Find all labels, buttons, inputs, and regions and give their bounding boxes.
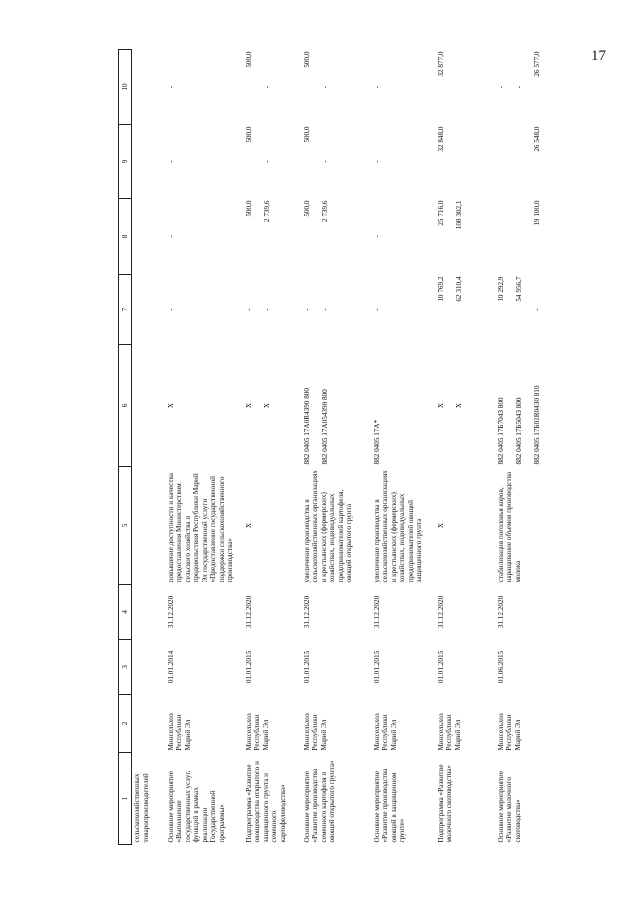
cell-value: 2 739,6: [320, 200, 329, 223]
budget-code-cell: [244, 345, 302, 467]
start-date-cell: 01.06.2015: [496, 650, 505, 684]
year-2017-cell: [244, 125, 302, 199]
cell-value: 26 577,0: [532, 51, 541, 77]
expected-result-cell: [132, 467, 166, 585]
header-cell: 6: [119, 345, 132, 467]
header-cell: 7: [119, 275, 132, 345]
budget-code-cell: [496, 345, 568, 467]
year-2017-cell: [436, 125, 496, 199]
year-2016-cell: [132, 199, 166, 275]
program-name-cell: Подпрограмма «Развитие овощеводства открытого и защищенного грунта и семенного картофелеводства»: [244, 761, 287, 843]
year-2018-cell: [372, 50, 436, 125]
cell-value: -: [514, 85, 523, 89]
year-2017-cell: [166, 125, 244, 199]
start-date-cell: 01.01.2015: [372, 650, 381, 684]
expected-result-cell: увеличение производства в сельскохозяйственных организациях и крестьянских (фермерских) хозяйствах, индивидуальных предпринимателей овощей защищенного грунта: [372, 470, 424, 583]
cell-value: -: [320, 85, 329, 89]
end-date-cell: 31.12.2020: [166, 595, 175, 629]
year-2018-cell: [244, 50, 302, 125]
end-date-cell: [132, 585, 166, 640]
cell-value: 25 716,0: [436, 200, 445, 226]
header-cell: 8: [119, 199, 132, 275]
cell-value: -: [262, 85, 271, 89]
year-2016-cell: [496, 199, 568, 275]
start-date-cell: 01.01.2015: [436, 650, 445, 684]
cell-value: 882 0405 17Б7043 800: [496, 397, 505, 465]
year-2017-cell: [302, 125, 372, 199]
year-2018-cell: [132, 50, 166, 125]
executor-cell: Минсельхоз Республики Марий Эл: [436, 713, 462, 751]
end-date-cell: 31.12.2020: [436, 595, 445, 629]
cell-value: 882 0405 17А054390 800: [320, 389, 329, 465]
cell-value: X: [454, 402, 463, 409]
year-2018-cell: [436, 50, 496, 125]
cell-value: 26 548,0: [532, 126, 541, 152]
expected-result-cell: увеличение производства в сельскохозяйственных организациях и крестьянских (фермерских) хозяйствах, индивидуальных предпринимателей картофеля, овощей открытого грунта: [302, 470, 354, 583]
cell-value: -: [302, 308, 311, 311]
cell-value: [515, 201, 524, 273]
table-row: [372, 50, 436, 845]
cell-value: 32 848,0: [436, 126, 445, 152]
year-2018-cell: [166, 50, 244, 125]
year-2015-cell: [132, 275, 166, 345]
cell-value: X: [262, 402, 271, 409]
cell-value: -: [262, 308, 271, 311]
table-row: [166, 50, 244, 845]
program-name-cell: Основное мероприятие «Выполнение государственных услуг, функций в рамках реализации Государственной программы»: [166, 770, 226, 843]
cell-value: [515, 127, 524, 197]
program-name-cell: Основное мероприятие «Развитие производства овощей в защищенном грунте»: [372, 768, 407, 843]
start-date-cell: 01.01.2015: [302, 650, 311, 684]
table-row: [496, 50, 568, 845]
cell-value: 2 739,6: [262, 200, 271, 223]
cell-value: -: [166, 235, 175, 238]
expected-result-cell: стабилизация поголовья коров, наращивание объемов производства молока: [496, 471, 522, 583]
budget-code-cell: [436, 345, 496, 467]
cell-value: -: [166, 308, 175, 311]
cell-value: [497, 201, 506, 273]
cell-value: 10 769,2: [436, 276, 445, 302]
year-2015-cell: [302, 275, 372, 345]
year-2016-cell: [436, 199, 496, 275]
cell-value: 882 0405 17А*: [372, 419, 381, 465]
table-row: [132, 50, 166, 845]
year-2017-cell: [372, 125, 436, 199]
year-2016-cell: [372, 199, 436, 275]
table-row: [302, 50, 372, 845]
table-body: [132, 50, 568, 845]
year-2015-cell: [496, 275, 568, 345]
cell-value: 54 956,7: [514, 276, 523, 302]
year-2016-cell: [244, 199, 302, 275]
end-date-cell: 31.12.2020: [302, 595, 311, 629]
header-cell: 9: [119, 125, 132, 199]
cell-value: 500,0: [244, 126, 253, 143]
cell-value: -: [372, 235, 381, 238]
header-cell: 1: [119, 753, 132, 845]
program-name-cell: сельскохозяйственных товаропроизводителей: [133, 773, 150, 843]
cell-value: 882 0405 17А0R4390 800: [302, 388, 311, 465]
start-date-cell: 01.01.2015: [244, 650, 253, 684]
cell-value: 882 0405 17Б01R0430 810: [532, 385, 541, 465]
header-cell: 3: [119, 640, 132, 695]
cell-value: -: [320, 308, 329, 311]
year-2018-cell: [496, 50, 568, 125]
cell-value: 500,0: [244, 200, 253, 217]
rotated-table-container: [118, 50, 640, 845]
start-date-cell: [132, 640, 166, 695]
cell-value: 500,0: [302, 51, 311, 68]
program-name-cell: Основное мероприятие «Развитие молочного скотоводства»: [496, 771, 522, 843]
cell-value: X: [436, 402, 445, 409]
header-row: [119, 50, 132, 845]
budget-code-cell: [302, 345, 372, 467]
end-date-cell: 31.12.2020: [496, 595, 505, 629]
cell-value: -: [262, 160, 271, 163]
year-2017-cell: [496, 125, 568, 199]
header-cell: 4: [119, 585, 132, 640]
cell-value: -: [244, 308, 253, 311]
budget-code-cell: [166, 345, 244, 467]
table-row: [436, 50, 496, 845]
expected-result-cell: X: [436, 522, 445, 529]
cell-value: -: [532, 308, 541, 311]
year-2017-cell: [132, 125, 166, 199]
page-number: 17: [591, 48, 606, 64]
budget-code-cell: [132, 345, 166, 467]
cell-value: -: [496, 85, 505, 89]
cell-value: [455, 52, 464, 123]
year-2016-cell: [166, 199, 244, 275]
executor-cell: Минсельхоз Республики Марий Эл: [166, 713, 192, 751]
cell-value: 500,0: [244, 51, 253, 68]
year-2016-cell: [302, 199, 372, 275]
header-cell: 2: [119, 695, 132, 753]
cell-value: -: [166, 160, 175, 163]
year-2015-cell: [436, 275, 496, 345]
table-row: [244, 50, 302, 845]
cell-value: [455, 127, 464, 197]
cell-value: 108 302,1: [454, 200, 463, 230]
year-2015-cell: [372, 275, 436, 345]
end-date-cell: 31.12.2020: [244, 595, 253, 629]
year-2015-cell: [244, 275, 302, 345]
cell-value: 62 310,4: [454, 276, 463, 302]
start-date-cell: 01.01.2014: [166, 650, 175, 684]
cell-value: -: [372, 308, 381, 311]
executor-cell: Минсельхоз Республики Марий Эл: [496, 713, 522, 751]
cell-value: X: [244, 402, 253, 409]
cell-value: 500,0: [302, 126, 311, 143]
expected-result-cell: X: [244, 522, 253, 529]
cell-value: 10 292,9: [496, 276, 505, 302]
program-name-cell: Основное мероприятие «Развитие производства семенного картофеля и овощей открытого грунта»: [302, 760, 337, 843]
end-date-cell: 31.12.2020: [372, 595, 381, 629]
expected-result-cell: повышение доступности и качества предоставления Министерством сельского хозяйства и продовольствия Республики Марий Эл государственной услуги «Предоставление государственной поддержки сельскохозяйственного производства»: [166, 472, 235, 583]
cell-value: -: [372, 160, 381, 163]
executor-cell: Минсельхоз Республики Марий Эл: [372, 713, 398, 751]
budget-code-cell: [372, 345, 436, 467]
cell-value: 19 100,0: [532, 200, 541, 226]
header-cell: 5: [119, 467, 132, 585]
cell-value: [497, 127, 506, 197]
cell-value: -: [166, 85, 175, 89]
year-2018-cell: [302, 50, 372, 125]
cell-value: 32 877,0: [436, 51, 445, 77]
cell-value: 882 0405 17Б5043 800: [514, 397, 523, 465]
cell-value: -: [372, 85, 381, 89]
cell-value: X: [166, 402, 175, 409]
program-table: [118, 49, 568, 845]
executor-cell: Минсельхоз Республики Марий Эл: [302, 713, 328, 751]
cell-value: 500,0: [302, 200, 311, 217]
executor-cell: Минсельхоз Республики Марий Эл: [244, 713, 270, 751]
program-name-cell: Подпрограмма «Развитие молочного скотоводства»: [436, 764, 454, 843]
header-cell: 10: [119, 50, 132, 125]
year-2015-cell: [166, 275, 244, 345]
cell-value: -: [320, 160, 329, 163]
executor-cell: [132, 695, 166, 753]
